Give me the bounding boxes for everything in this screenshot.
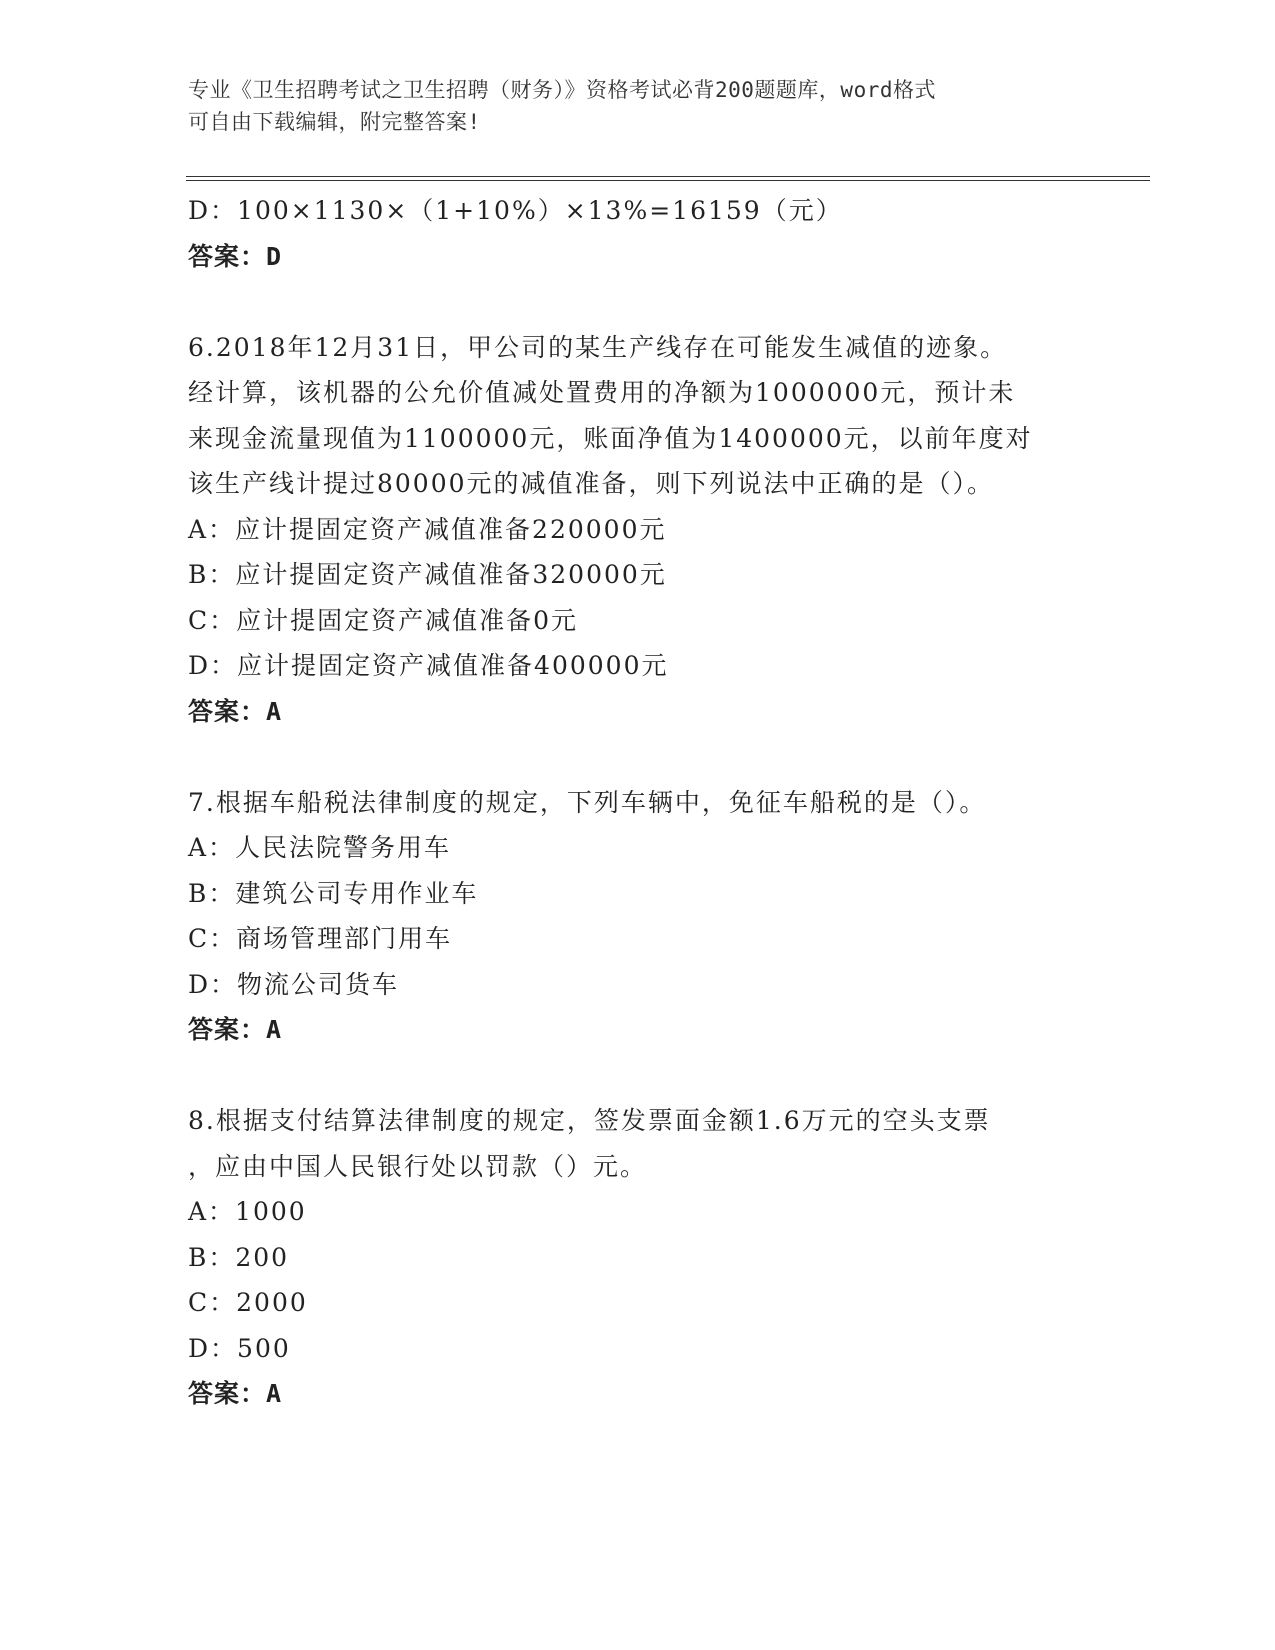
spacer (188, 279, 1088, 325)
option-b: B：建筑公司专用作业车 (188, 878, 479, 908)
question-7 (188, 780, 1088, 1053)
option-a: A：应计提固定资产减值准备220000元 (188, 514, 667, 544)
spacer (188, 734, 1088, 780)
option-d: D：500 (188, 1333, 291, 1363)
header-divider (186, 176, 1150, 181)
header-title-line-2: 可自由下载编辑，附完整答案! (188, 110, 481, 134)
question-stem-line: 经计算，该机器的公允价值减处置费用的净额为1000000元，预计未 (188, 378, 1016, 407)
option-d: D：应计提固定资产减值准备400000元 (188, 651, 669, 680)
option-b: B：200 (188, 1242, 290, 1272)
option-b: B：应计提固定资产减值准备320000元 (188, 560, 667, 589)
previous-question-tail (188, 188, 1088, 279)
option-a: A：1000 (188, 1197, 307, 1226)
question-6 (188, 325, 1088, 735)
header-title-line-1: 专业《卫生招聘考试之卫生招聘（财务）》资格考试必背200题题库，word格式 (188, 78, 936, 102)
page-header (188, 74, 1068, 138)
question-8 (188, 1098, 1088, 1417)
answer: 答案：A (188, 1379, 283, 1408)
question-stem-line: 8.根据支付结算法律制度的规定，签发票面金额1.6万元的空头支票 (188, 1106, 991, 1135)
answer: 答案：A (188, 696, 283, 726)
question-stem-line: 6.2018年12月31日，甲公司的某生产线存在可能发生减值的迹象。 (188, 332, 1008, 362)
option-c: C：商场管理部门用车 (188, 924, 453, 953)
question-stem-line: 该生产线计提过80000元的减值准备，则下列说法中正确的是（）。 (188, 469, 995, 498)
answer: 答案：A (188, 1015, 283, 1044)
question-stem-line: 7.根据车船税法律制度的规定，下列车辆中，免征车船税的是（）。 (188, 787, 987, 817)
option-d: D：100×1130×（1+10%）×13%=16159（元） (188, 196, 843, 225)
spacer (188, 1053, 1088, 1099)
option-c: C：2000 (188, 1288, 308, 1317)
option-a: A：人民法院警务用车 (188, 833, 452, 862)
question-stem-line: 来现金流量现值为1100000元，账面净值为1400000元，以前年度对 (188, 423, 1033, 453)
question-stem-line: ，应由中国人民银行处以罚款（）元。 (188, 1151, 648, 1181)
answer: 答案：D (188, 241, 283, 271)
document-body (188, 188, 1088, 1417)
option-c: C：应计提固定资产减值准备0元 (188, 605, 579, 635)
option-d: D：物流公司货车 (188, 969, 400, 999)
